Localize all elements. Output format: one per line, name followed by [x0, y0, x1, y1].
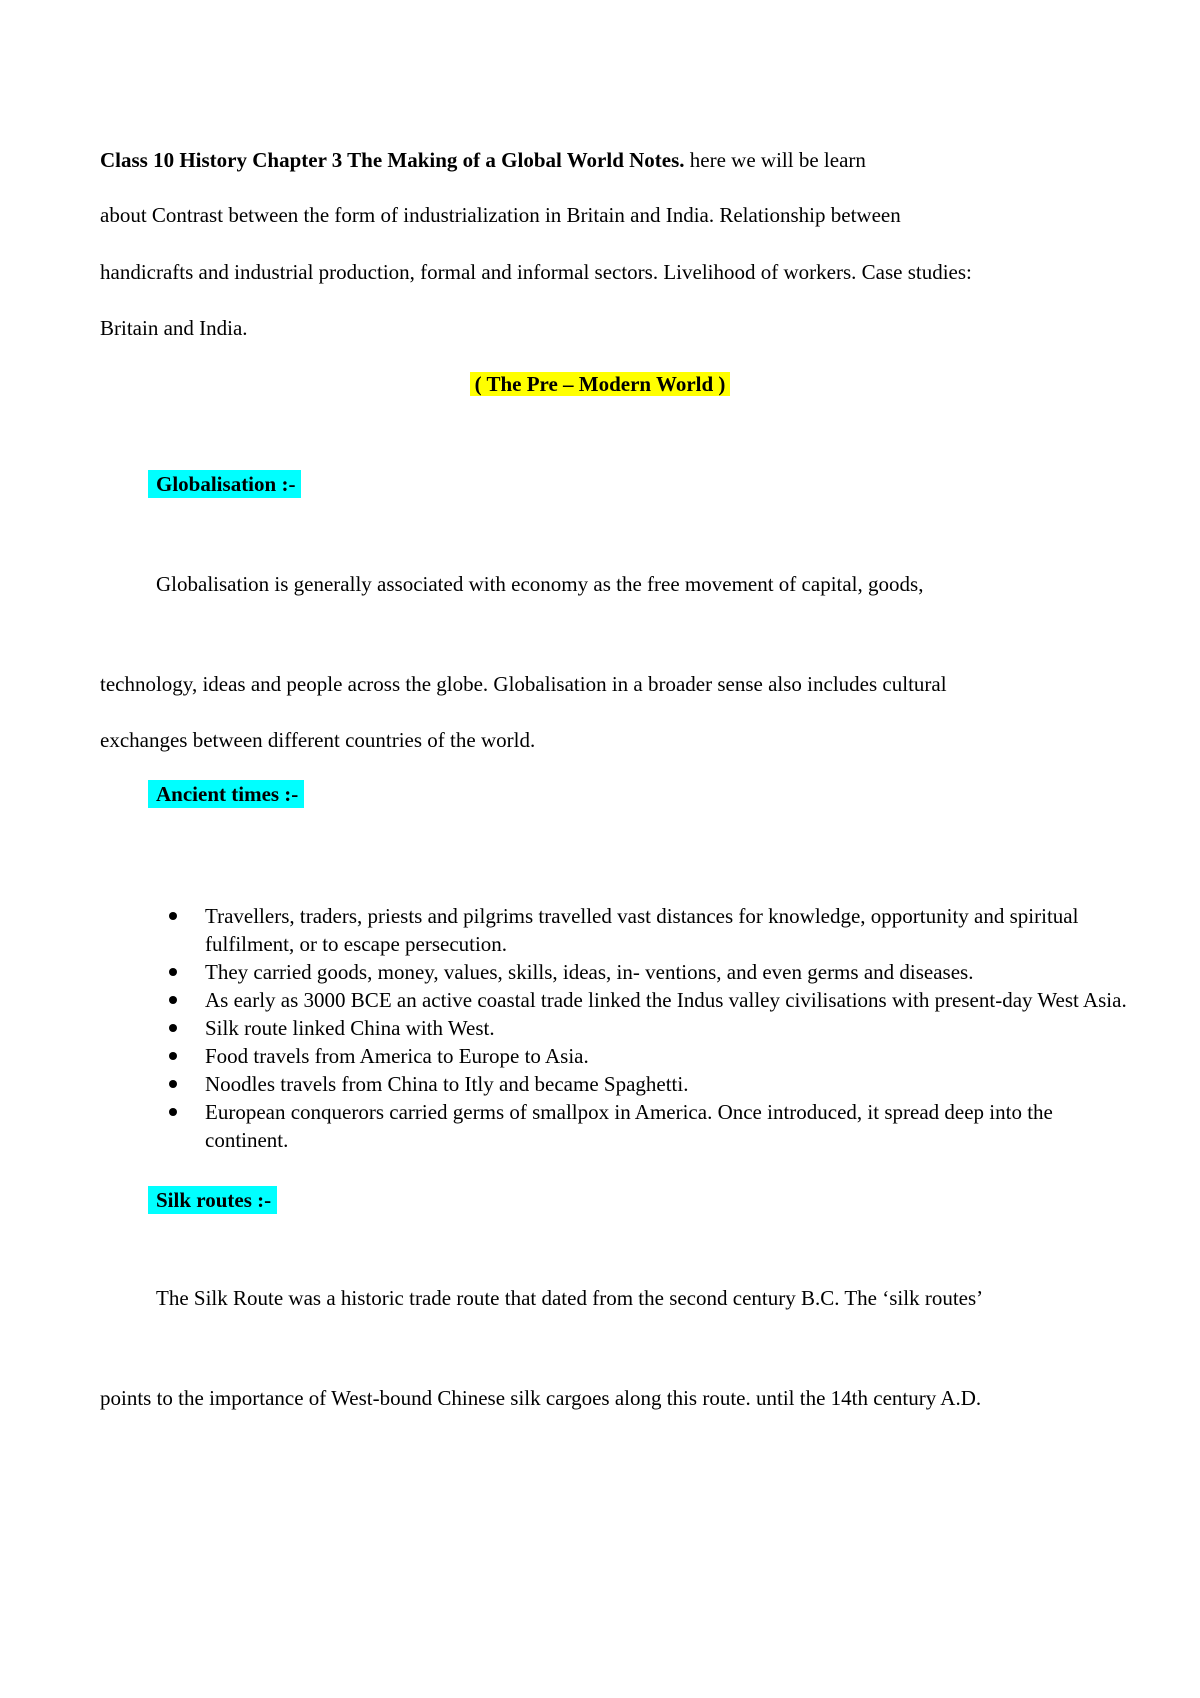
section-title-row [0, 372, 1200, 396]
bullet-icon [169, 968, 177, 976]
globalisation-line-2: technology, ideas and people across the globe. Globalisation in a broader sense also includes cultural [100, 672, 947, 696]
intro-line-1 [100, 148, 866, 172]
silk-line-2: points to the importance of West-bound Chinese silk cargoes along this route. until the 14th century A.D. [100, 1386, 982, 1410]
list-item: As early as 3000 BCE an active coastal trade linked the Indus valley civilisations with present-day West Asia. [0, 986, 1200, 1014]
intro-title: Class 10 History Chapter 3 The Making of a Global World Notes. [100, 148, 685, 172]
intro-line-2: about Contrast between the form of industrialization in Britain and India. Relationship between [100, 203, 901, 227]
bullet-icon [169, 1052, 177, 1060]
ancient-times-heading: Ancient times :- [148, 780, 304, 808]
intro-line-3: handicrafts and industrial production, formal and informal sectors. Livelihood of workers. Case studies: [100, 260, 972, 284]
intro-line-4: Britain and India. [100, 316, 248, 340]
silk-routes-heading: Silk routes :- [148, 1186, 277, 1214]
list-item: Noodles travels from China to Itly and became Spaghetti. [0, 1070, 1200, 1098]
list-item: Silk route linked China with West. [0, 1014, 1200, 1042]
bullet-icon [169, 1108, 177, 1116]
globalisation-heading: Globalisation :- [148, 470, 301, 498]
list-item: They carried goods, money, values, skills, ideas, in- ventions, and even germs and diseases. [0, 958, 1200, 986]
list-item: Travellers, traders, priests and pilgrims travelled vast distances for knowledge, opportunity and spiritual fulfilment, or to escape persecution. [0, 902, 1200, 958]
globalisation-line-1: Globalisation is generally associated with economy as the free movement of capital, goods, [156, 572, 924, 596]
bullet-icon [169, 1080, 177, 1088]
bullet-icon [169, 912, 177, 920]
globalisation-line-3: exchanges between different countries of the world. [100, 728, 536, 752]
ancient-times-list [0, 902, 1200, 1154]
intro-title-rest: here we will be learn [684, 148, 866, 172]
silk-line-1: The Silk Route was a historic trade route that dated from the second century B.C. The ‘silk routes’ [156, 1286, 984, 1310]
list-item: Food travels from America to Europe to Asia. [0, 1042, 1200, 1070]
list-item: European conquerors carried germs of smallpox in America. Once introduced, it spread deep into the continent. [0, 1098, 1200, 1154]
bullet-icon [169, 996, 177, 1004]
bullet-icon [169, 1024, 177, 1032]
section-title: ( The Pre – Modern World ) [470, 372, 731, 396]
